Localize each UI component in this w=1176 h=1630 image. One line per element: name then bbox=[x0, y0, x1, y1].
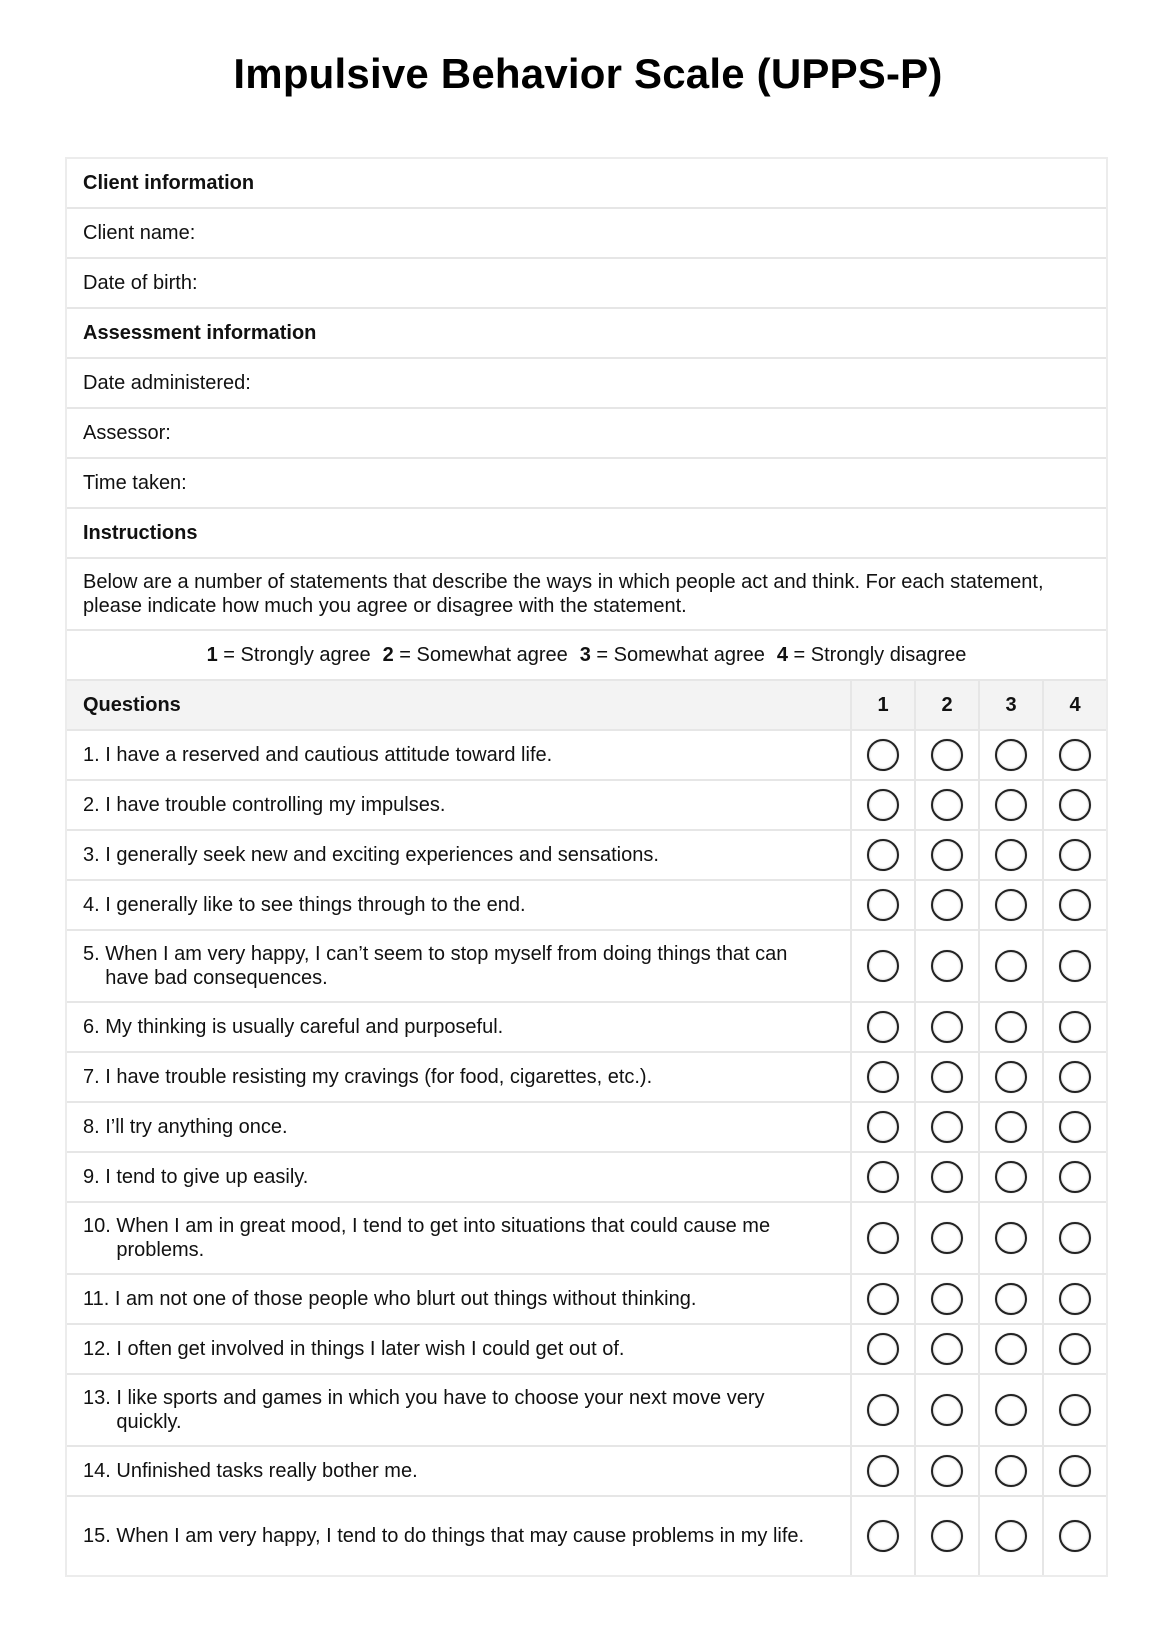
option-cell-3 bbox=[978, 931, 1042, 1001]
question-text bbox=[83, 1165, 308, 1189]
question-statement: I have a reserved and cautious attitude toward life. bbox=[105, 744, 553, 766]
radio-button-2[interactable] bbox=[931, 1520, 963, 1552]
question-number: 15. bbox=[83, 1525, 111, 1547]
radio-button-1[interactable] bbox=[867, 1222, 899, 1254]
option-header-3: 3 bbox=[978, 681, 1042, 729]
radio-button-1[interactable] bbox=[867, 1111, 899, 1143]
question-row bbox=[67, 1447, 1106, 1497]
question-row bbox=[67, 1375, 1106, 1447]
question-text bbox=[83, 1214, 810, 1262]
question-statement: I generally seek new and exciting experiences and sensations. bbox=[105, 844, 659, 866]
question-statement: I tend to give up easily. bbox=[105, 1166, 309, 1188]
question-number: 4. bbox=[83, 894, 100, 916]
radio-button-3[interactable] bbox=[995, 889, 1027, 921]
radio-button-1[interactable] bbox=[867, 839, 899, 871]
date-administered-field[interactable]: Date administered: bbox=[83, 372, 251, 394]
question-statement: When I am very happy, I tend to do things that may cause problems in my life. bbox=[116, 1525, 805, 1547]
radio-button-3[interactable] bbox=[995, 950, 1027, 982]
option-cell-3 bbox=[978, 1103, 1042, 1151]
question-text bbox=[83, 793, 445, 817]
question-number: 13. bbox=[83, 1387, 111, 1409]
question-row bbox=[67, 1053, 1106, 1103]
question-number: 14. bbox=[83, 1460, 111, 1482]
radio-button-3[interactable] bbox=[995, 1161, 1027, 1193]
client-info-heading: Client information bbox=[83, 172, 255, 194]
radio-button-1[interactable] bbox=[867, 889, 899, 921]
assessor-row[interactable] bbox=[67, 409, 1106, 459]
question-text-cell bbox=[67, 831, 850, 879]
question-number: 5. bbox=[83, 943, 100, 965]
legend-label: = Somewhat agree bbox=[399, 644, 568, 666]
radio-button-3[interactable] bbox=[995, 1455, 1027, 1487]
option-cell-2 bbox=[914, 1053, 978, 1101]
question-text bbox=[83, 1459, 418, 1483]
question-number: 7. bbox=[83, 1066, 100, 1088]
option-cell-4 bbox=[1042, 1375, 1106, 1445]
question-text-cell bbox=[67, 1447, 850, 1495]
option-cell-2 bbox=[914, 1203, 978, 1273]
legend-label: = Strongly agree bbox=[223, 644, 371, 666]
question-row bbox=[67, 1003, 1106, 1053]
question-text-cell bbox=[67, 1203, 850, 1273]
radio-button-4[interactable] bbox=[1059, 1455, 1091, 1487]
option-cell-3 bbox=[978, 1275, 1042, 1323]
option-cell-3 bbox=[978, 1497, 1042, 1575]
option-cell-1 bbox=[850, 1053, 914, 1101]
assessment-form bbox=[65, 157, 1108, 1577]
option-cell-4 bbox=[1042, 1053, 1106, 1101]
radio-button-2[interactable] bbox=[931, 1222, 963, 1254]
radio-button-4[interactable] bbox=[1059, 1222, 1091, 1254]
option-cell-3 bbox=[978, 1375, 1042, 1445]
radio-button-1[interactable] bbox=[867, 1455, 899, 1487]
radio-button-3[interactable] bbox=[995, 839, 1027, 871]
option-cell-4 bbox=[1042, 1003, 1106, 1051]
option-cell-4 bbox=[1042, 1103, 1106, 1151]
question-text-cell bbox=[67, 881, 850, 929]
question-row bbox=[67, 831, 1106, 881]
radio-button-1[interactable] bbox=[867, 1333, 899, 1365]
option-cell-2 bbox=[914, 931, 978, 1001]
option-cell-1 bbox=[850, 731, 914, 779]
rating-legend bbox=[67, 631, 1106, 679]
option-cell-1 bbox=[850, 831, 914, 879]
option-cell-2 bbox=[914, 1325, 978, 1373]
question-number: 6. bbox=[83, 1016, 100, 1038]
question-number: 10. bbox=[83, 1215, 111, 1237]
option-cell-4 bbox=[1042, 1275, 1106, 1323]
instructions-text-row bbox=[67, 559, 1106, 631]
question-row bbox=[67, 931, 1106, 1003]
option-cell-1 bbox=[850, 1275, 914, 1323]
option-cell-2 bbox=[914, 1275, 978, 1323]
option-cell-4 bbox=[1042, 931, 1106, 1001]
question-number: 9. bbox=[83, 1166, 100, 1188]
question-text-cell bbox=[67, 731, 850, 779]
option-cell-1 bbox=[850, 1153, 914, 1201]
question-row bbox=[67, 731, 1106, 781]
radio-button-4[interactable] bbox=[1059, 1011, 1091, 1043]
radio-button-3[interactable] bbox=[995, 1283, 1027, 1315]
radio-button-1[interactable] bbox=[867, 789, 899, 821]
option-cell-2 bbox=[914, 1375, 978, 1445]
questions-header-row bbox=[67, 681, 1106, 731]
radio-button-2[interactable] bbox=[931, 1161, 963, 1193]
date-of-birth-field[interactable]: Date of birth: bbox=[83, 272, 198, 294]
option-cell-2 bbox=[914, 731, 978, 779]
question-text-cell bbox=[67, 1153, 850, 1201]
radio-button-3[interactable] bbox=[995, 739, 1027, 771]
radio-button-1[interactable] bbox=[867, 1161, 899, 1193]
legend-label: = Strongly disagree bbox=[793, 644, 967, 666]
option-cell-3 bbox=[978, 831, 1042, 879]
question-row bbox=[67, 1275, 1106, 1325]
question-row bbox=[67, 781, 1106, 831]
instructions-text: Below are a number of statements that describe the ways in which people act and think. For each statement, please indicate how much you agree or disagree with the statement. bbox=[83, 571, 1044, 617]
question-number: 12. bbox=[83, 1338, 111, 1360]
question-statement: I have trouble resisting my cravings (for food, cigarettes, etc.). bbox=[105, 1066, 653, 1088]
question-text-cell bbox=[67, 1325, 850, 1373]
option-cell-1 bbox=[850, 1375, 914, 1445]
question-statement: When I am very happy, I can’t seem to stop myself from doing things that can have bad consequences. bbox=[105, 943, 788, 989]
legend-value: 3 bbox=[579, 644, 591, 666]
option-cell-1 bbox=[850, 1203, 914, 1273]
question-text-cell bbox=[67, 1275, 850, 1323]
option-cell-4 bbox=[1042, 1325, 1106, 1373]
radio-button-4[interactable] bbox=[1059, 839, 1091, 871]
radio-button-1[interactable] bbox=[867, 1061, 899, 1093]
radio-button-3[interactable] bbox=[995, 1520, 1027, 1552]
radio-button-1[interactable] bbox=[867, 739, 899, 771]
option-cell-2 bbox=[914, 781, 978, 829]
option-cell-4 bbox=[1042, 1447, 1106, 1495]
option-cell-2 bbox=[914, 1003, 978, 1051]
option-cell-3 bbox=[978, 1003, 1042, 1051]
radio-button-3[interactable] bbox=[995, 1011, 1027, 1043]
question-text bbox=[83, 1524, 804, 1548]
radio-button-1[interactable] bbox=[867, 950, 899, 982]
instructions-heading: Instructions bbox=[83, 522, 198, 544]
question-row bbox=[67, 1203, 1106, 1275]
question-number: 2. bbox=[83, 794, 100, 816]
option-cell-4 bbox=[1042, 1497, 1106, 1575]
radio-button-4[interactable] bbox=[1059, 739, 1091, 771]
option-cell-3 bbox=[978, 731, 1042, 779]
radio-button-2[interactable] bbox=[931, 739, 963, 771]
question-text-cell bbox=[67, 931, 850, 1001]
option-header-4: 4 bbox=[1042, 681, 1106, 729]
option-cell-1 bbox=[850, 1447, 914, 1495]
option-cell-3 bbox=[978, 1153, 1042, 1201]
question-text bbox=[83, 942, 810, 990]
radio-button-1[interactable] bbox=[867, 1394, 899, 1426]
legend-label: = Somewhat agree bbox=[596, 644, 765, 666]
assessment-info-heading-row bbox=[67, 309, 1106, 359]
question-number: 11. bbox=[83, 1288, 110, 1310]
question-text bbox=[83, 843, 659, 867]
question-text bbox=[83, 1287, 696, 1311]
question-statement: My thinking is usually careful and purposeful. bbox=[105, 1016, 504, 1038]
radio-button-4[interactable] bbox=[1059, 789, 1091, 821]
date-of-birth-row[interactable] bbox=[67, 259, 1106, 309]
question-row bbox=[67, 1497, 1106, 1575]
radio-button-3[interactable] bbox=[995, 1061, 1027, 1093]
option-cell-3 bbox=[978, 1447, 1042, 1495]
option-cell-2 bbox=[914, 1447, 978, 1495]
question-text bbox=[83, 1386, 810, 1434]
question-text bbox=[83, 1337, 624, 1361]
question-row bbox=[67, 1325, 1106, 1375]
option-cell-4 bbox=[1042, 1203, 1106, 1273]
question-statement: Unfinished tasks really bother me. bbox=[116, 1460, 418, 1482]
radio-button-4[interactable] bbox=[1059, 1394, 1091, 1426]
question-text bbox=[83, 743, 552, 767]
option-cell-1 bbox=[850, 1103, 914, 1151]
radio-button-3[interactable] bbox=[995, 1333, 1027, 1365]
option-header-2: 2 bbox=[914, 681, 978, 729]
option-cell-4 bbox=[1042, 781, 1106, 829]
radio-button-2[interactable] bbox=[931, 1111, 963, 1143]
question-number: 1. bbox=[83, 744, 100, 766]
legend-value: 1 bbox=[206, 644, 218, 666]
question-statement: When I am in great mood, I tend to get into situations that could cause me problems. bbox=[116, 1215, 771, 1261]
question-text bbox=[83, 1115, 288, 1139]
radio-button-4[interactable] bbox=[1059, 1333, 1091, 1365]
option-cell-3 bbox=[978, 1325, 1042, 1373]
radio-button-2[interactable] bbox=[931, 1283, 963, 1315]
radio-button-4[interactable] bbox=[1059, 950, 1091, 982]
question-text bbox=[83, 1015, 503, 1039]
option-cell-1 bbox=[850, 781, 914, 829]
option-cell-3 bbox=[978, 1053, 1042, 1101]
option-header-1: 1 bbox=[850, 681, 914, 729]
radio-button-4[interactable] bbox=[1059, 1520, 1091, 1552]
option-cell-2 bbox=[914, 831, 978, 879]
question-statement: I like sports and games in which you have to choose your next move very quickly. bbox=[116, 1387, 765, 1433]
assessment-info-heading: Assessment information bbox=[83, 322, 317, 344]
option-cell-2 bbox=[914, 881, 978, 929]
question-text-cell bbox=[67, 1003, 850, 1051]
questions-header: Questions bbox=[83, 694, 181, 716]
option-cell-3 bbox=[978, 1203, 1042, 1273]
question-statement: I’ll try anything once. bbox=[105, 1116, 288, 1138]
question-statement: I am not one of those people who blurt out things without thinking. bbox=[114, 1288, 697, 1310]
option-cell-3 bbox=[978, 781, 1042, 829]
date-administered-row[interactable] bbox=[67, 359, 1106, 409]
radio-button-4[interactable] bbox=[1059, 1061, 1091, 1093]
client-name-row[interactable] bbox=[67, 209, 1106, 259]
question-text-cell bbox=[67, 1053, 850, 1101]
radio-button-2[interactable] bbox=[931, 1455, 963, 1487]
page-title: Impulsive Behavior Scale (UPPS-P) bbox=[233, 50, 943, 97]
option-cell-2 bbox=[914, 1103, 978, 1151]
client-info-heading-row bbox=[67, 159, 1106, 209]
question-text-cell bbox=[67, 1103, 850, 1151]
radio-button-4[interactable] bbox=[1059, 1111, 1091, 1143]
time-taken-row[interactable] bbox=[67, 459, 1106, 509]
assessor-field[interactable]: Assessor: bbox=[83, 422, 171, 444]
question-statement: I have trouble controlling my impulses. bbox=[105, 794, 446, 816]
radio-button-1[interactable] bbox=[867, 1283, 899, 1315]
instructions-heading-row bbox=[67, 509, 1106, 559]
option-cell-4 bbox=[1042, 1153, 1106, 1201]
time-taken-field[interactable]: Time taken: bbox=[83, 472, 187, 494]
radio-button-1[interactable] bbox=[867, 1011, 899, 1043]
question-row bbox=[67, 881, 1106, 931]
question-text bbox=[83, 893, 526, 917]
radio-button-4[interactable] bbox=[1059, 1283, 1091, 1315]
radio-button-2[interactable] bbox=[931, 1333, 963, 1365]
option-cell-4 bbox=[1042, 731, 1106, 779]
question-list bbox=[67, 731, 1106, 1575]
question-number: 3. bbox=[83, 844, 100, 866]
question-text-cell bbox=[67, 1375, 850, 1445]
radio-button-2[interactable] bbox=[931, 1061, 963, 1093]
radio-button-3[interactable] bbox=[995, 1111, 1027, 1143]
legend-value: 4 bbox=[776, 644, 788, 666]
question-statement: I often get involved in things I later wish I could get out of. bbox=[116, 1338, 625, 1360]
radio-button-2[interactable] bbox=[931, 950, 963, 982]
radio-button-3[interactable] bbox=[995, 1222, 1027, 1254]
question-text-cell bbox=[67, 1497, 850, 1575]
radio-button-2[interactable] bbox=[931, 1394, 963, 1426]
radio-button-3[interactable] bbox=[995, 789, 1027, 821]
question-text bbox=[83, 1065, 652, 1089]
question-statement: I generally like to see things through to the end. bbox=[105, 894, 526, 916]
option-cell-1 bbox=[850, 1003, 914, 1051]
option-cell-4 bbox=[1042, 831, 1106, 879]
legend-row bbox=[67, 631, 1106, 681]
radio-button-2[interactable] bbox=[931, 1011, 963, 1043]
radio-button-4[interactable] bbox=[1059, 1161, 1091, 1193]
option-cell-2 bbox=[914, 1497, 978, 1575]
question-number: 8. bbox=[83, 1116, 100, 1138]
radio-button-3[interactable] bbox=[995, 1394, 1027, 1426]
option-cell-1 bbox=[850, 881, 914, 929]
option-cell-2 bbox=[914, 1153, 978, 1201]
option-cell-3 bbox=[978, 881, 1042, 929]
radio-button-4[interactable] bbox=[1059, 889, 1091, 921]
client-name-field[interactable]: Client name: bbox=[83, 222, 196, 244]
option-cell-1 bbox=[850, 1497, 914, 1575]
radio-button-2[interactable] bbox=[931, 889, 963, 921]
radio-button-2[interactable] bbox=[931, 789, 963, 821]
radio-button-2[interactable] bbox=[931, 839, 963, 871]
radio-button-1[interactable] bbox=[867, 1520, 899, 1552]
legend-value: 2 bbox=[382, 644, 394, 666]
option-cell-1 bbox=[850, 1325, 914, 1373]
question-row bbox=[67, 1103, 1106, 1153]
question-text-cell bbox=[67, 781, 850, 829]
question-row bbox=[67, 1153, 1106, 1203]
option-cell-1 bbox=[850, 931, 914, 1001]
option-cell-4 bbox=[1042, 881, 1106, 929]
